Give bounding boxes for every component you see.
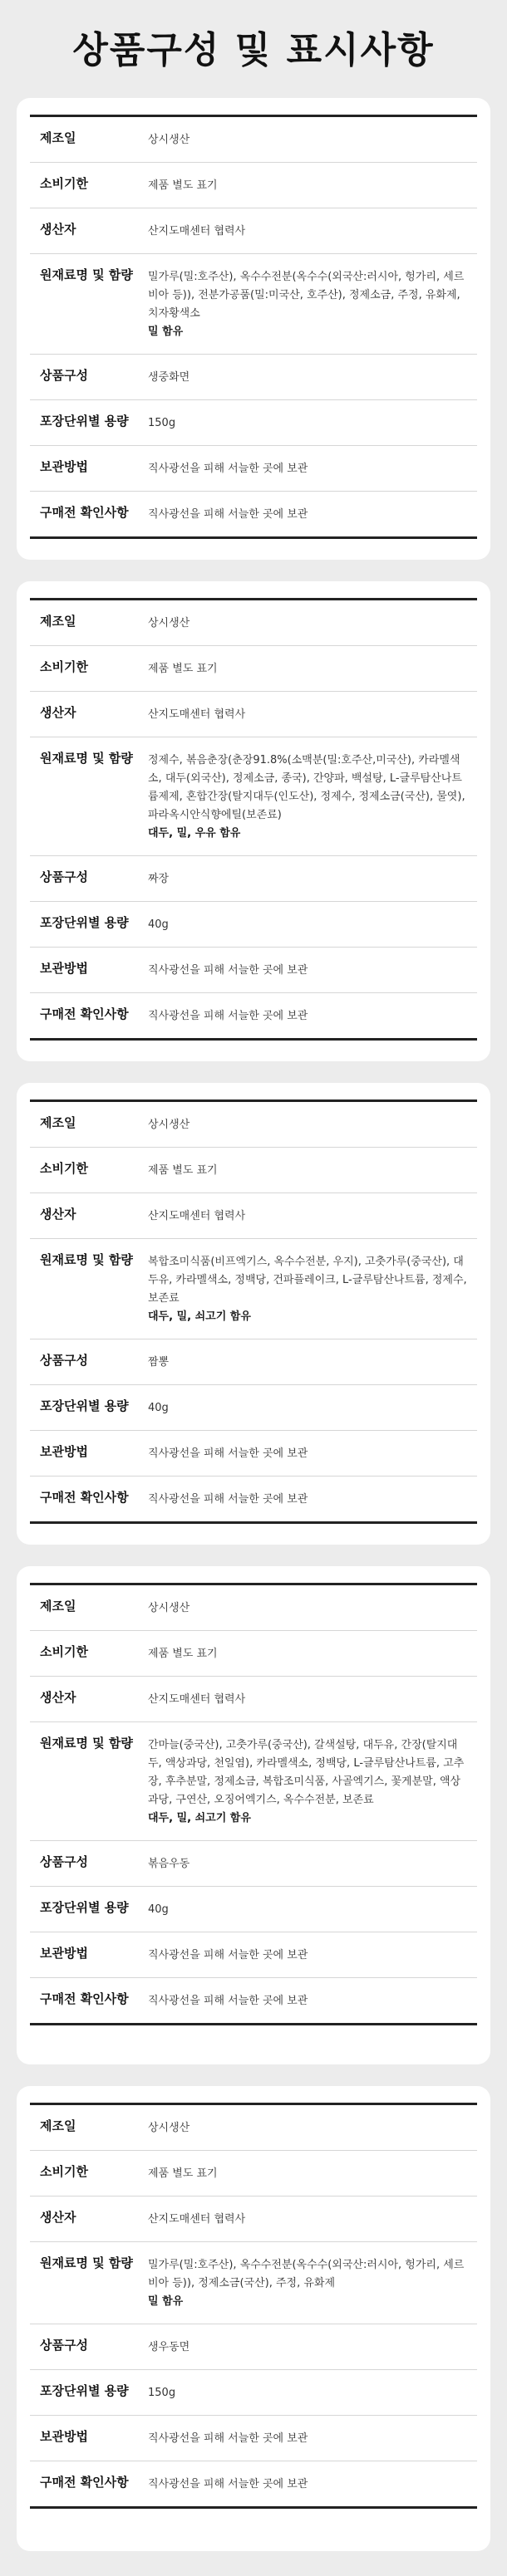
row-value <box>140 2242 477 2324</box>
row-manufacture-date <box>30 1101 477 1148</box>
row-label: 제조일 <box>40 614 76 629</box>
row-ingredients <box>30 737 477 856</box>
row-value: 산지도매센터 협력사 <box>148 1693 246 1706</box>
row-notice <box>30 1978 477 2025</box>
row-label: 포장단위별 용량 <box>40 2383 129 2398</box>
ingredients-text: 복합조미식품(비프엑기스, 옥수수전분, 우지), 고춧가루(중국산), 대두유, 카라멜색소, 정백당, 건파플레이크, L-글루탐산나트륨, 정제수, 보존료 <box>148 1256 467 1305</box>
row-value: 생중화면 <box>148 371 190 384</box>
row-label: 원재료명 및 함량 <box>40 2255 133 2270</box>
row-label: 구매전 확인사항 <box>40 2475 129 2490</box>
allergen-text: 밀 함유 <box>148 326 184 338</box>
ingredients-text: 간마늘(중국산), 고춧가루(중국산), 갈색설탕, 대두유, 간장(탈지대두, 액상과당, 천일염), 카라멜색소, 정백당, L-글루탐산나트륨, 고추장, 후추분말, 정제소금, 복합조미식품, 사골엑기스, 꽃게분말, 액상과당, 구연산, 오징어엑기스, 옥수수전분, 보존료 <box>148 1739 465 1806</box>
row-producer <box>30 692 477 737</box>
row-label: 상품구성 <box>40 2338 88 2353</box>
row-ingredients <box>30 2242 477 2324</box>
row-notice <box>30 1477 477 1523</box>
allergen-text: 대두, 밀, 우유 함유 <box>148 827 241 840</box>
row-producer <box>30 1677 477 1722</box>
row-value: 직사광선을 피해 서늘한 곳에 보관 <box>148 1995 308 2007</box>
row-label: 상품구성 <box>40 1854 88 1869</box>
row-label: 상품구성 <box>40 1353 88 1368</box>
row-expiration <box>30 1631 477 1677</box>
row-manufacture-date <box>30 600 477 646</box>
row-label: 보관방법 <box>40 459 88 474</box>
row-label: 보관방법 <box>40 2429 88 2444</box>
row-label: 생산자 <box>40 2210 76 2225</box>
row-value <box>140 254 477 355</box>
row-manufacture-date <box>30 2104 477 2151</box>
row-value: 직사광선을 피해 서늘한 곳에 보관 <box>148 508 308 521</box>
row-label: 상품구성 <box>40 368 88 383</box>
product-info-card-1 <box>17 98 490 560</box>
row-label: 보관방법 <box>40 961 88 976</box>
row-label: 제조일 <box>40 2118 76 2133</box>
row-label: 소비기한 <box>40 2164 88 2179</box>
product-info-card-5 <box>17 2086 490 2551</box>
row-value: 상시생산 <box>148 1119 190 1131</box>
row-label: 포장단위별 용량 <box>40 915 129 930</box>
row-storage <box>30 446 477 492</box>
row-label: 포장단위별 용량 <box>40 1398 129 1413</box>
row-label: 구매전 확인사항 <box>40 1490 129 1505</box>
row-label: 생산자 <box>40 222 76 237</box>
row-storage <box>30 1932 477 1978</box>
row-capacity <box>30 400 477 446</box>
row-producer <box>30 2196 477 2242</box>
row-composition <box>30 2324 477 2370</box>
row-value: 제품 별도 표기 <box>148 663 218 675</box>
product-info-card-3 <box>17 1083 490 1545</box>
row-label: 소비기한 <box>40 1644 88 1659</box>
row-value: 제품 별도 표기 <box>148 1648 218 1660</box>
row-value <box>140 1239 477 1339</box>
row-label: 생산자 <box>40 1207 76 1222</box>
row-label: 보관방법 <box>40 1946 88 1961</box>
product-info-card-4 <box>17 1566 490 2064</box>
product-info-table <box>30 1099 477 1524</box>
row-value: 산지도매센터 협력사 <box>148 708 246 721</box>
row-label: 소비기한 <box>40 176 88 191</box>
row-capacity <box>30 902 477 948</box>
row-value: 직사광선을 피해 서늘한 곳에 보관 <box>148 2432 308 2445</box>
row-value: 40g <box>148 1402 169 1414</box>
row-producer <box>30 1193 477 1239</box>
row-composition <box>30 856 477 902</box>
row-value: 짜장 <box>148 873 170 885</box>
row-capacity <box>30 2370 477 2416</box>
row-label: 제조일 <box>40 130 76 145</box>
row-label: 포장단위별 용량 <box>40 1900 129 1915</box>
row-label: 원재료명 및 함량 <box>40 1736 133 1751</box>
row-value: 제품 별도 표기 <box>148 179 218 192</box>
row-value: 직사광선을 피해 서늘한 곳에 보관 <box>148 2478 308 2490</box>
ingredients-text: 밀가루(밀:호주산), 옥수수전분(옥수수(외국산:러시아, 헝가리, 세르비아 등)), 전분가공품(밀:미국산, 호주산), 정제소금, 주정, 유화제, 치자황색소 <box>148 271 465 320</box>
row-label: 원재료명 및 함량 <box>40 1252 133 1267</box>
row-value: 직사광선을 피해 서늘한 곳에 보관 <box>148 1447 308 1460</box>
row-value: 상시생산 <box>148 2122 190 2134</box>
row-value: 직사광선을 피해 서늘한 곳에 보관 <box>148 1493 308 1506</box>
row-label: 생산자 <box>40 705 76 720</box>
row-value: 상시생산 <box>148 617 190 629</box>
allergen-text: 대두, 밀, 쇠고기 함유 <box>148 1310 251 1323</box>
ingredients-text: 밀가루(밀:호주산), 옥수수전분(옥수수(외국산:러시아, 헝가리, 세르비아 등)), 정제소금(국산), 주정, 유화제 <box>148 2259 465 2290</box>
row-capacity <box>30 1887 477 1932</box>
row-notice <box>30 2461 477 2508</box>
allergen-text: 대두, 밀, 쇠고기 함유 <box>148 1812 251 1824</box>
row-value <box>140 737 477 856</box>
row-value: 상시생산 <box>148 134 190 146</box>
allergen-text: 밀 함유 <box>148 2295 184 2308</box>
row-ingredients <box>30 254 477 355</box>
ingredients-text: 정제수, 볶음춘장(춘장91.8%(소맥분(밀:호주산,미국산), 카라멜색소, 대두(외국산), 정제소금, 종국), 간양파, 백설탕, L-글루탐산나트륨제제, 혼합간장(탈지대두(인도산), 정제수, 정제소금(국산), 물엿), 파라옥시안식향에틸(보존료) <box>148 754 465 821</box>
row-composition <box>30 355 477 400</box>
row-label: 원재료명 및 함량 <box>40 751 133 766</box>
row-composition <box>30 1339 477 1385</box>
row-value: 산지도매센터 협력사 <box>148 2213 246 2226</box>
row-label: 구매전 확인사항 <box>40 505 129 520</box>
row-manufacture-date <box>30 116 477 163</box>
row-notice <box>30 492 477 538</box>
product-info-table <box>30 598 477 1041</box>
row-value: 150g <box>148 2387 176 2399</box>
row-value: 상시생산 <box>148 1602 190 1614</box>
row-expiration <box>30 163 477 208</box>
row-capacity <box>30 1385 477 1431</box>
row-value: 직사광선을 피해 서늘한 곳에 보관 <box>148 1949 308 1961</box>
row-label: 원재료명 및 함량 <box>40 267 133 282</box>
row-label: 소비기한 <box>40 1161 88 1176</box>
row-storage <box>30 1431 477 1477</box>
row-value: 직사광선을 피해 서늘한 곳에 보관 <box>148 964 308 977</box>
row-value: 직사광선을 피해 서늘한 곳에 보관 <box>148 1010 308 1022</box>
row-expiration <box>30 1148 477 1193</box>
row-label: 제조일 <box>40 1115 76 1130</box>
product-info-card-2 <box>17 581 490 1061</box>
product-info-table <box>30 2103 477 2509</box>
row-value: 짬뽕 <box>148 1356 170 1369</box>
row-notice <box>30 993 477 1040</box>
row-label: 소비기한 <box>40 659 88 674</box>
row-expiration <box>30 646 477 692</box>
row-manufacture-date <box>30 1584 477 1631</box>
row-value: 생우동면 <box>148 2341 190 2353</box>
row-label: 제조일 <box>40 1599 76 1614</box>
row-value: 제품 별도 표기 <box>148 1164 218 1177</box>
product-info-table <box>30 1583 477 2025</box>
row-value <box>140 1722 477 1841</box>
row-value: 산지도매센터 협력사 <box>148 225 246 238</box>
row-label: 구매전 확인사항 <box>40 1991 129 2006</box>
row-value: 볶음우동 <box>148 1858 190 1870</box>
row-ingredients <box>30 1239 477 1339</box>
row-label: 보관방법 <box>40 1444 88 1459</box>
row-value: 제품 별도 표기 <box>148 2167 218 2180</box>
product-info-table <box>30 115 477 539</box>
row-label: 구매전 확인사항 <box>40 1006 129 1021</box>
row-label: 생산자 <box>40 1690 76 1705</box>
row-label: 포장단위별 용량 <box>40 414 129 429</box>
row-value: 산지도매센터 협력사 <box>148 1210 246 1222</box>
row-value: 150g <box>148 417 176 429</box>
row-ingredients <box>30 1722 477 1841</box>
row-label: 상품구성 <box>40 869 88 884</box>
row-composition <box>30 1841 477 1887</box>
page-title: 상품구성 및 표시사항 <box>72 29 435 71</box>
row-value: 40g <box>148 1903 169 1916</box>
row-producer <box>30 208 477 254</box>
row-value: 40g <box>148 918 169 931</box>
row-storage <box>30 2416 477 2461</box>
row-expiration <box>30 2151 477 2196</box>
row-storage <box>30 948 477 993</box>
row-value: 직사광선을 피해 서늘한 곳에 보관 <box>148 463 308 475</box>
